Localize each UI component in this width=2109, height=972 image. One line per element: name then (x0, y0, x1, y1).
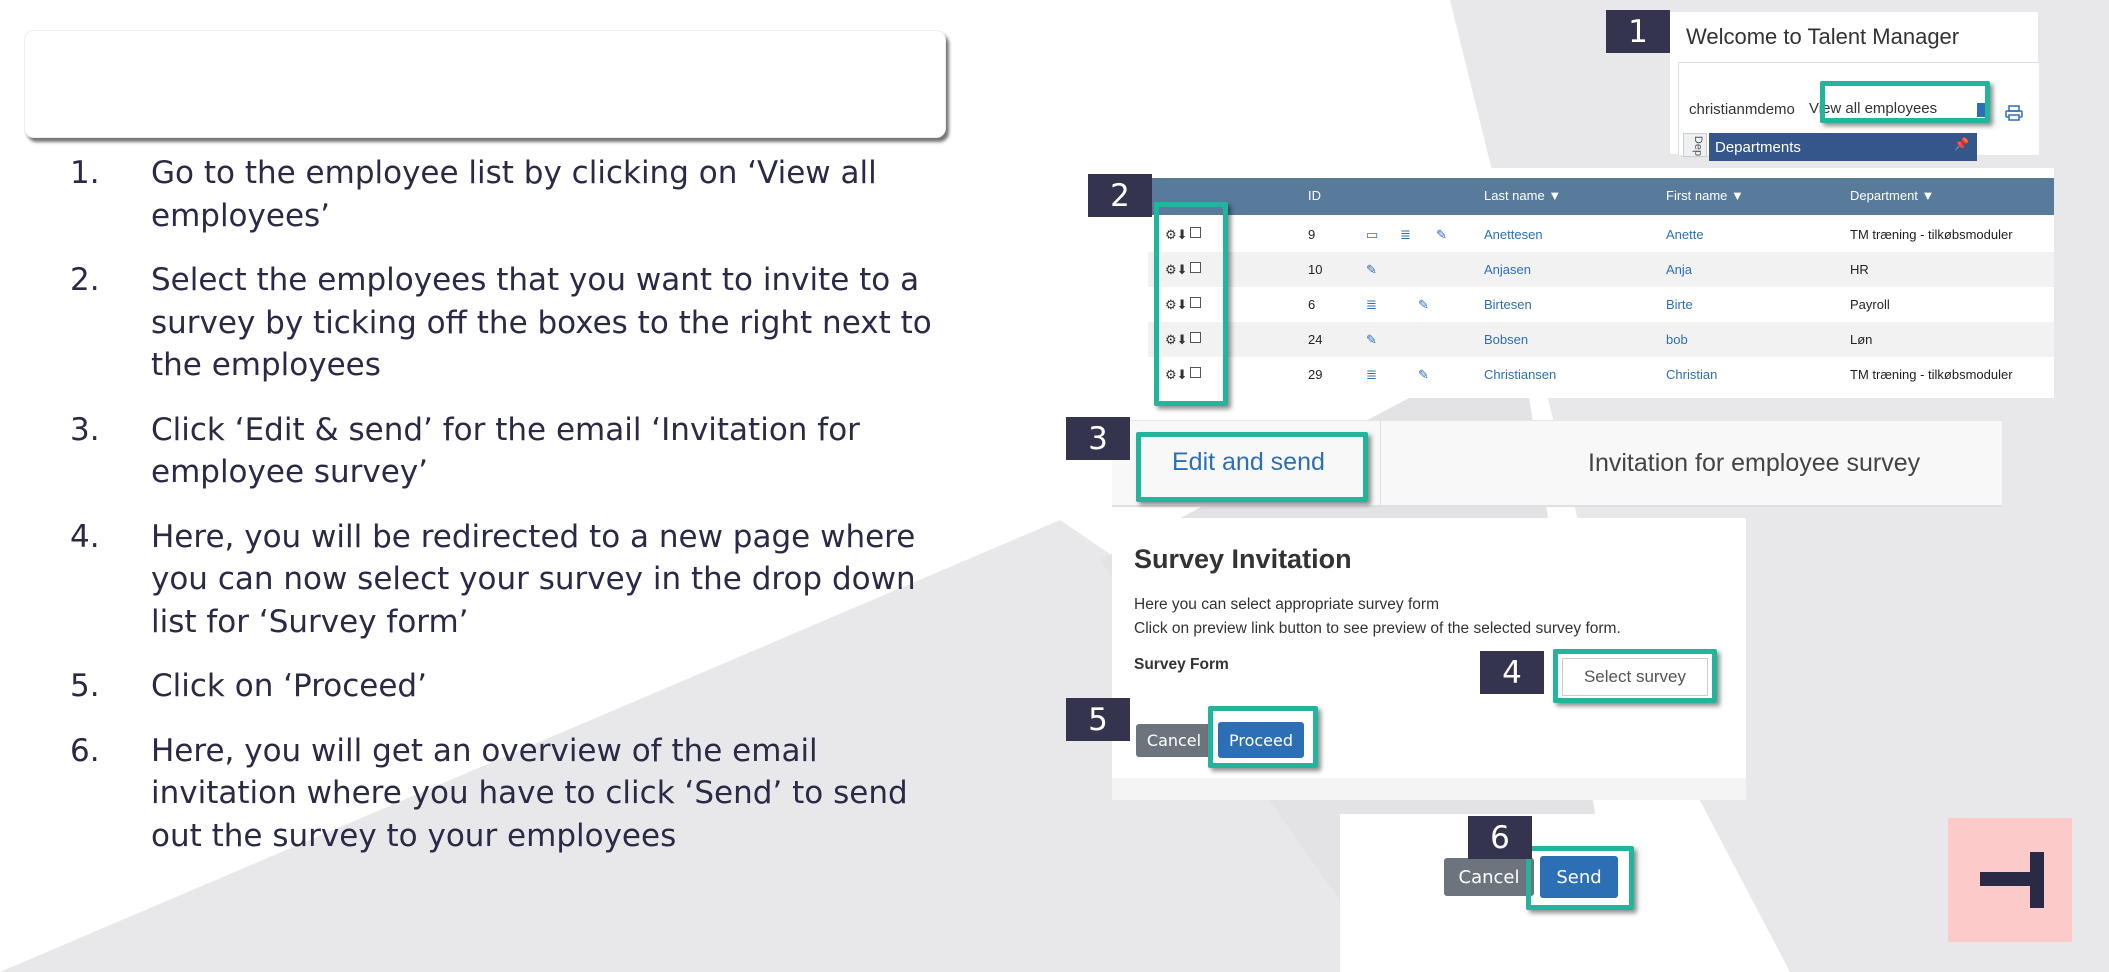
cell-department: TM træning - tilkøbsmoduler (1850, 227, 2013, 242)
step-text: Click on ‘Proceed’ (151, 668, 427, 704)
cell-first-name[interactable]: Anette (1666, 227, 1704, 242)
step-2 (66, 259, 946, 387)
step-badge-1: 1 (1606, 10, 1670, 53)
gear-icon[interactable]: ⚙ (1165, 332, 1177, 347)
view-all-highlight (1820, 81, 1990, 123)
step-badge-5: 5 (1066, 698, 1130, 741)
row-actions[interactable]: ⚙⬇ (1165, 227, 1209, 243)
step-text: Click ‘Edit & send’ for the email ‘Invitation for employee survey’ (151, 411, 860, 490)
table-row (1148, 357, 2054, 392)
table-row (1148, 287, 2054, 322)
step-number: 2. (70, 262, 100, 298)
cell-department: HR (1850, 262, 1869, 277)
table-row (1148, 217, 2054, 252)
header-first-name[interactable]: First name ▼ (1666, 188, 1744, 203)
cell-last-name[interactable]: Christiansen (1484, 367, 1557, 382)
table-row (1148, 322, 2054, 357)
pencil-icon[interactable]: ✎ (1418, 367, 1429, 382)
side-tab (1683, 133, 1707, 157)
row-actions[interactable]: ⚙⬇ (1165, 332, 1209, 348)
edit-send-highlight (1136, 432, 1368, 502)
cell-id: 6 (1308, 297, 1316, 312)
cell-id: 10 (1308, 262, 1323, 277)
username-text: christianmdemo (1689, 101, 1795, 118)
header-last-name[interactable]: Last name ▼ (1484, 188, 1562, 203)
gear-icon[interactable]: ⚙ (1165, 227, 1177, 242)
checkbox-column-highlight (1154, 202, 1228, 406)
invitation-template-name: Invitation for employee survey (1588, 449, 1921, 477)
row-actions[interactable]: ⚙⬇ (1165, 262, 1209, 278)
table-header (1148, 178, 2054, 215)
step-badge-2: 2 (1088, 174, 1152, 217)
cell-last-name[interactable]: Birtesen (1484, 297, 1532, 312)
cell-department: TM træning - tilkøbsmoduler (1850, 367, 2013, 382)
survey-form-label: Survey Form (1134, 656, 1229, 673)
step-text: Go to the employee list by clicking on ‘View all employees’ (151, 155, 877, 234)
cell-id: 9 (1308, 227, 1316, 242)
step-number: 4. (70, 518, 100, 555)
gear-icon[interactable]: ⚙ (1165, 262, 1177, 277)
divider-line (1380, 421, 1381, 505)
cell-last-name[interactable]: Bobsen (1484, 332, 1529, 347)
side-tab-label: Dep (1692, 135, 1705, 157)
step-5 (66, 665, 946, 708)
cell-first-name[interactable]: Christian (1666, 367, 1718, 382)
pin-icon[interactable]: 📌 (1954, 137, 1969, 151)
gear-icon[interactable]: ⚙ (1165, 297, 1177, 312)
send-highlight (1526, 846, 1634, 910)
step-6 (66, 730, 946, 858)
step-number: 6. (70, 732, 100, 769)
departments-label: Departments (1715, 139, 1801, 156)
pencil-icon[interactable]: ✎ (1418, 297, 1429, 312)
survey-help-line-1: Here you can select appropriate survey form (1134, 596, 1439, 613)
cell-last-name[interactable]: Anjasen (1484, 262, 1531, 277)
slide-title-box (24, 30, 946, 138)
step-4 (66, 516, 946, 644)
cell-first-name[interactable]: bob (1666, 332, 1688, 347)
table-row (1148, 252, 2054, 287)
step-3 (66, 409, 946, 494)
select-survey-highlight (1553, 649, 1717, 703)
send-button[interactable]: Send (1540, 856, 1618, 898)
header-id[interactable]: ID (1308, 188, 1321, 203)
form-divider (1112, 778, 1746, 800)
step-text: Here, you will be redirected to a new page where you can now select your survey in the drop down list for ‘Survey form’ (151, 518, 916, 640)
step-number: 3. (70, 411, 100, 448)
document-icon[interactable]: ≣ (1400, 227, 1411, 242)
step-badge-3: 3 (1066, 417, 1130, 460)
view-all-employees-link[interactable]: View all employees (1809, 100, 1938, 117)
cancel-button[interactable]: Cancel (1136, 724, 1212, 757)
step-number: 5. (70, 668, 100, 704)
cell-department: Payroll (1850, 297, 1890, 312)
survey-help-line-2: Click on preview link button to see preview of the selected survey form. (1134, 620, 1621, 637)
survey-select-dropdown[interactable]: Select survey (1562, 658, 1708, 696)
step-1 (66, 152, 946, 237)
bracket-logo-mark (1948, 818, 2072, 942)
header-department[interactable]: Department ▼ (1850, 188, 1935, 203)
cell-id: 24 (1308, 332, 1323, 347)
cell-id: 29 (1308, 367, 1323, 382)
step-text: Here, you will get an overview of the email invitation where you have to click ‘Send’ to send out the survey to your employees (151, 732, 908, 854)
proceed-highlight (1208, 706, 1318, 768)
document-icon[interactable]: ≣ (1366, 297, 1377, 312)
gear-icon[interactable]: ⚙ (1165, 367, 1177, 382)
row-actions[interactable]: ⚙⬇ (1165, 367, 1209, 383)
pencil-icon[interactable]: ✎ (1366, 262, 1377, 277)
survey-invitation-title: Survey Invitation (1134, 544, 1352, 574)
cell-first-name[interactable]: Anja (1666, 262, 1693, 277)
pencil-icon[interactable]: ✎ (1436, 227, 1447, 242)
departments-header[interactable] (1709, 133, 1977, 161)
proceed-button[interactable]: Proceed (1218, 722, 1304, 758)
printer-icon[interactable] (2005, 105, 2023, 121)
document-icon[interactable]: ≣ (1366, 367, 1377, 382)
cell-last-name[interactable]: Anettesen (1484, 227, 1543, 242)
step-badge-6: 6 (1468, 816, 1532, 859)
pencil-icon[interactable]: ✎ (1366, 332, 1377, 347)
step-badge-4: 4 (1480, 651, 1544, 694)
cell-first-name[interactable]: Birte (1666, 297, 1693, 312)
bracket-logo-icon (1948, 818, 2072, 942)
welcome-title: Welcome to Talent Manager (1686, 24, 1960, 49)
edit-and-send-button[interactable]: Edit and send (1172, 448, 1325, 476)
cancel-send-button[interactable]: Cancel (1444, 858, 1534, 896)
row-actions[interactable]: ⚙⬇ (1165, 297, 1209, 313)
step-text: Select the employees that you want to invite to a survey by ticking off the boxes to the right next to the employees (151, 262, 932, 383)
step-number: 1. (70, 155, 100, 191)
instruction-list (66, 152, 946, 879)
cell-department: Løn (1850, 332, 1873, 347)
document-icon[interactable]: ▭ (1366, 227, 1379, 242)
